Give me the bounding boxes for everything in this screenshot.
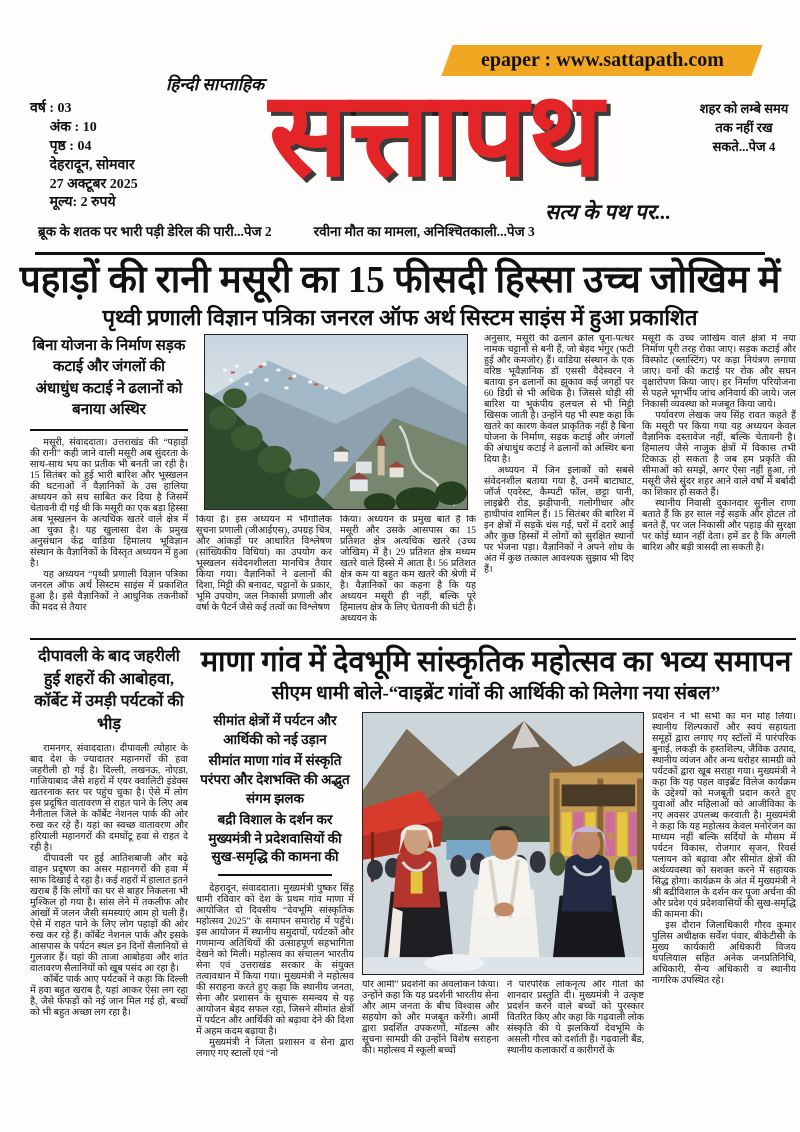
mana-column-1 xyxy=(196,712,354,1126)
deck-divider-rule xyxy=(218,874,332,876)
teaser-item-page3: रवीना मौत का मामला, अनिश्चितकाली...पेज 3 xyxy=(313,224,535,239)
mana-subheadline: सीएम धामी बोले-“वाइब्रेंट गांवों की आर्थिकी को मिलेगा नया संबल” xyxy=(271,682,721,704)
lead-column-1 xyxy=(30,334,188,636)
lead-headline: पहाड़ों की रानी मसूरी का 15 फीसदी हिस्सा उच्च जोखिम में xyxy=(19,259,781,301)
lead-column-1-text: मसूरी, संवाददाता। उत्तराखंड की “पहाड़ों की रानी” कही जाने वाली मसूरी अब सुंदरता के साथ-साथ भय का प्रतीक भी बनती जा रही है। 15 सितंबर को हुई भारी बारिश और भूस्खलन की घटनाओं ने वैज्ञानिकों के उस हालिया अध्ययन को सच साबित कर दिया है जिसमें चेतावनी दी गई थी कि मसूरी का एक बड़ा हिस्सा अब भूस्खलन के अत्यधिक खतरे वाले क्षेत्र में आ चुका है। यह खुलासा देश के प्रमुख अनुसंधान केंद्र वाडिया हिमालय भूविज्ञान संस्थान के वैज्ञानिकों के विस्तृत अध्ययन में हुआ है। यह अध्ययन “पृथ्वी प्रणाली विज्ञान पत्रिका जनरल ऑफ अर्थ सिस्टम साइंस में प्रकाशित हुआ है। इसे वैज्ञानिकों ने आधुनिक तकनीकों की मदद से तैयार xyxy=(30,438,188,614)
section-divider-rule xyxy=(30,638,796,640)
teaser-strip xyxy=(38,222,535,240)
lead-column-3-text: किया। अध्ययन के प्रमुख बातें है कि मसूरी और उसके आसपास का 15 प्रतिशत क्षेत्र अत्यधिक खतरे (उच्च जोखिम) में है। 29 प्रतिशत क्षेत्र मध्यम खतरे वाले हिस्से में आता है। 56 प्रतिशत क्षेत्र कम या बहुत कम खतरे की श्रेणी में है। वैज्ञानिकों का कहना है कि यह अध्ययन मसूरी ही नहीं, बल्कि पूरे हिमालय क्षेत्र के लिए चेतावनी की घंटी है। अध्ययन के xyxy=(340,515,476,625)
mana-story xyxy=(196,642,796,1130)
teaser-item-page2: ब्रूक के शतक पर भारी पड़ी डेरिल की पारी...पेज 2 xyxy=(38,224,272,239)
mana-under-photo-col1-text: योर आर्मी” प्रदर्शनी का अवलोकन किया। उन्होंने कहा कि यह प्रदर्शनी भारतीय सेना और आम जनता के बीच विश्वास और सहयोग को और मजबूत करेंगी। आर्मी द्वारा प्रदर्शित उपकरणों, मॉडल्स और सूचना सामग्री की उन्होंने विशेष सराहना की। महोत्सव में स्कूली बच्चों xyxy=(362,980,499,1057)
lead-column-middle xyxy=(196,334,476,636)
corbett-body-text: रामनगर, संवाददाता। दीपावली त्योहार के बाद देश के ज्यादातर महानगरों की हवा जहरीली हो गई है। दिल्ली, लखनऊ, नोएडा, गाजियाबाद जैसे शहरों में एयर क्वालिटी इंडेक्स खतरनाक स्तर पर पहुंच चुका है। ऐसे में लोग इस प्रदूषित वातावरण से राहत पाने के लिए अब नैनीताल जिले के कॉर्बेट नेशनल पार्क की ओर रुख कर रहे हैं। यहां का स्वच्छ वातावरण और हरियाली महानगरों की दमघोंटू हवा से राहत दे रही है। दीपावली पर हुई आतिशबाजी और बढ़े वाहन प्रदूषण का असर महानगरों की हवा में साफ दिखाई दे रहा है। कई शहरों में हालात इतने खराब हैं कि लोगों का घर से बाहर निकलना भी मुश्किल हो गया है। सांस लेने में तकलीफ और आंखों में जलन जैसी समस्याएं आम हो चली हैं। ऐसे में राहत पाने के लिए लोग पहाड़ों की ओर रुख कर रहे हैं। कॉर्बेट नेशनल पार्क और इसके आसपास के पर्यटन स्थल इन दिनों सैलानियों से गुलजार हैं। यहां की ताजा आबोहवा और शांत वातावरण सैलानियों को खूब पसंद आ रहा है। कॉर्बेट पार्क आए पर्यटकों ने कहा कि दिल्ली में हवा बहुत खराब है, यहां आकर ऐसा लग रहा है, जैसे फेफड़ों को नई जान मिल गई हो, बच्चों को भी बहुत अच्छा लग रहा है। xyxy=(30,743,188,1019)
lead-column-4-text: अनुसार, मसूरी की ढलानें क्रोल चूना-पत्थर नामक चट्टानों से बनी हैं, जो बेहद भंगुर (फटी हुई और कमजोर) हैं। वाडिया संस्थान के एक वरिष्ठ भूवैज्ञानिक डॉ एससी वैदेस्वरन ने बताया इन ढलानों का झुकाव कई जगहों पर 60 डिग्री से भी अधिक है। जिससे थोड़ी सी बारिश या भूकंपीय हलचल से भी मिट्टी खिसक जाती है। उन्होंने यह भी स्पष्ट कहा कि खतरे का कारण केवल प्राकृतिक नहीं है बिना योजना के निर्माण, सड़क कटाई और जंगलों की अंधाधुंध कटाई ने ढलानों को अस्थिर बना दिया है। अध्ययन में जिन इलाकों को सबसे संवेदनशील बताया गया है, उनमें बाटाघाट, जॉर्ज एवरेस्ट, कैम्पटी फॉल, छट्टा पानी, लाइब्रेरी रोड, झड़ीपानी, गलोगीधार और हाथीपांव शामिल हैं। 15 सितंबर की बारिश में इन क्षेत्रों में सड़कें धंस गईं, घरों में दरारें आईं और कुछ हिस्सों में लोगों को सुरक्षित स्थानों पर भेजना पड़ा। वैज्ञानिकों ने अपने शोध के अंत में कुछ तत्काल आवश्यक सुझाव भी दिए हैं। xyxy=(484,334,634,576)
epaper-url-label: epaper : www.sattapath.com xyxy=(480,49,724,71)
lead-subheadline: पृथ्वी प्रणाली विज्ञान पत्रिका जनरल ऑफ अर्थ सिस्टम साइंस में हुआ प्रकाशित xyxy=(102,305,698,330)
mana-columns xyxy=(196,712,796,1126)
lead-columns-under-photo xyxy=(196,515,476,636)
mana-deck-lines: सीमांत क्षेत्रों में पर्यटन और आर्थिकी को नई उड़ान सीमांत माणा गांव में संस्कृति परंपरा और देशभक्ति की अद्भुत संगम झलक बद्री विशाल के दर्शन कर मुख्यमंत्री ने प्रदेशवासियों की सुख-समृद्धि की कामना की xyxy=(200,713,350,865)
lead-kicker: बिना योजना के निर्माण सड़क कटाई और जंगलों की अंधाधुंध कटाई ने ढलानों को बनाया अस्थिर xyxy=(30,334,188,431)
mana-columns-under-photo xyxy=(362,980,644,1126)
masthead-side-teaser: शहर को लम्बे समय तक नहीं रख सकते...पेज 4 xyxy=(699,101,789,154)
mana-festival-photo xyxy=(362,712,644,975)
mussoorie-hillside-photo xyxy=(204,334,468,510)
lead-column-2-text: किया है। इस अध्ययन में भौगोलिक सूचना प्रणाली (जीआईएस), उपग्रह चित्र, और आंकड़ों पर आधारित विश्लेषण (सांख्यिकीय विधियां) का उपयोग कर भूस्खलन संवेदनशीलता मानचित्र तैयार किया गया। वैज्ञानिकों ने ढलानों की दिशा, मिट्टी की बनावट, चट्टानों के प्रकार, भूमि उपयोग, जल निकासी प्रणाली और वर्षा के पैटर्न जैसे कई तत्वों का विश्लेषण xyxy=(196,515,332,614)
lead-column-5-text: मसूरी के उच्च जोखिम वाले क्षेत्रों में नया निर्माण पूरी तरह रोका जाए। सड़क कटाई और विस्फोट (ब्लास्टिंग) पर कड़ा नियंत्रण लगाया जाए। वनों की कटाई पर रोक और सघन वृक्षारोपण किया जाए। हर निर्माण परियोजना से पहले भूगर्भीय जांच अनिवार्य की जाये। जल निकासी व्यवस्था को मजबूत किया जाये। पर्यावरण लेखक जय सिंह रावत कहते हैं कि मसूरी पर किया गया यह अध्ययन केवल वैज्ञानिक दस्तावेज नहीं, बल्कि चेतावनी है। हिमालय जैसे नाजुक क्षेत्रों में विकास तभी टिकाऊ हो सकता है जब हम प्रकृति की सीमाओं को समझें, अगर ऐसा नहीं हुआ, तो मसूरी जैसे सुंदर शहर आने वाले वर्षों में बर्बादी का शिकार हो सकते हैं। स्थानीय निवासी दुकानदार सुनील राणा बताते हैं कि हर साल नई सड़कें और होटल तो बनते हैं, पर जल निकासी और पहाड़ की सुरक्षा पर कोई ध्यान नहीं देता। हमें डर है कि अगली बारिश और बड़ी त्रासदी ला सकती है। xyxy=(642,334,796,554)
lead-story-columns xyxy=(30,334,796,636)
corbett-story xyxy=(30,646,188,1128)
mana-under-photo-col2-text: ने पारंपरिक लोकनृत्य और गीतों की शानदार प्रस्तुति दी। मुख्यमंत्री ने उत्कृष्ट प्रदर्शन करने वाले बच्चों को पुरस्कार वितरित किए और कहा कि गढ़वाली लोक संस्कृति की ये झलकियाँ देवभूमि के असली गौरव को दर्शाती हैं। गढ़वाली बैंड, स्थानीय कलाकारों व कारीगरों के xyxy=(507,980,644,1057)
edition-info: वर्ष : 03 अंक : 10 पृष्ठ : 04 देहरादून, सोमवार 27 अक्टूबर 2025 मूल्य: 2 रुपये xyxy=(30,101,138,211)
mana-headline: माणा गांव में देवभूमि सांस्कृतिक महोत्सव का भव्य समापन xyxy=(200,645,792,678)
paper-title: सत्तापथ xyxy=(268,70,604,201)
weekly-label: हिन्दी साप्ताहिक xyxy=(166,75,265,94)
mana-right-column-text: प्रदर्शन ने भी सभी का मन मोह लिया। स्थानीय शिल्पकारों और स्वयं सहायता समूहों द्वारा लगाए गए स्टॉलों में पारंपरिक बुनाई, लकड़ी के हस्तशिल्प, जैविक उत्पाद, स्थानीय व्यंजन और अन्य धरोहर सामग्री को पर्यटकों द्वारा खूब सराहा गया। मुख्यमंत्री ने कहा कि यह पहल वाइब्रेंट विलेज कार्यक्रम के उद्देश्यों को मजबूती प्रदान करते हुए युवाओं और महिलाओं को आजीविका के नए अवसर उपलब्ध करवाती है। मुख्यमंत्री ने कहा कि यह महोत्सव केवल मनोरंजन का माध्यम नहीं बल्कि सर्दियों के मौसम में पर्यटन विकास, रोजगार सृजन, रिवर्स पलायन को बढ़ावा और सीमांत क्षेत्रों की अर्थव्यवस्था को सशक्त करने में सहायक सिद्ध होगा। कार्यक्रम के अंत में मुख्यमंत्री ने श्री बद्रीविशाल के दर्शन कर पूजा अर्चना की और प्रदेश एवं प्रदेशवासियों की सुख-समृद्धि की कामना की। इस दौरान जिलाधिकारी गौरव कुमार पुलिस अधीक्षक सर्वेश पंवार, बीकेटीसी के मुख्य कार्यकारी अधिकारी विजय थपलियाल सहित अनेक जनप्रतिनिधि, अधिकारी, सैन्य अधिकारी व स्थानीय नागरिक उपस्थित रहे। xyxy=(652,712,796,987)
mana-column-1-text: देहरादून, संवाददाता। मुख्यमंत्री पुष्कर सिंह धामी रविवार को देश के प्रथम गांव माणा में आयोजित दो दिवसीय “देवभूमि सांस्कृतिक महोत्सव 2025” के समापन समारोह में पहुँचे। इस आयोजन में स्थानीय समुदायों, पर्यटकों और गणमान्य अतिथियों की उत्साहपूर्ण सहभागिता देखने को मिली। महोत्सव का संचालन भारतीय सेना एवं उत्तराखंड सरकार के संयुक्त तत्वावधान में किया गया। मुख्यमंत्री ने महोत्सव की सराहना करते हुए कहा कि स्थानीय जनता, सेना और प्रशासन के सुचारू समन्वय से यह आयोजन बेहद सफल रहा, जिसने सीमांत क्षेत्रों में पर्यटन और आर्थिकी को बढ़ावा देने की दिशा में अहम कदम बढ़ाया है। मुख्यमंत्री ने जिला प्रशासन व सेना द्वारा लगाए गए स्टालों एवं “नो xyxy=(196,884,354,1060)
paper-tagline: सत्य के पथ पर... xyxy=(545,200,671,224)
mana-column-middle xyxy=(362,712,644,1126)
corbett-headline: दीपावली के बाद जहरीली हुई शहरों की आबोहवा, कॉर्बेट में उमड़ी पर्यटकों की भीड़ xyxy=(34,648,184,734)
